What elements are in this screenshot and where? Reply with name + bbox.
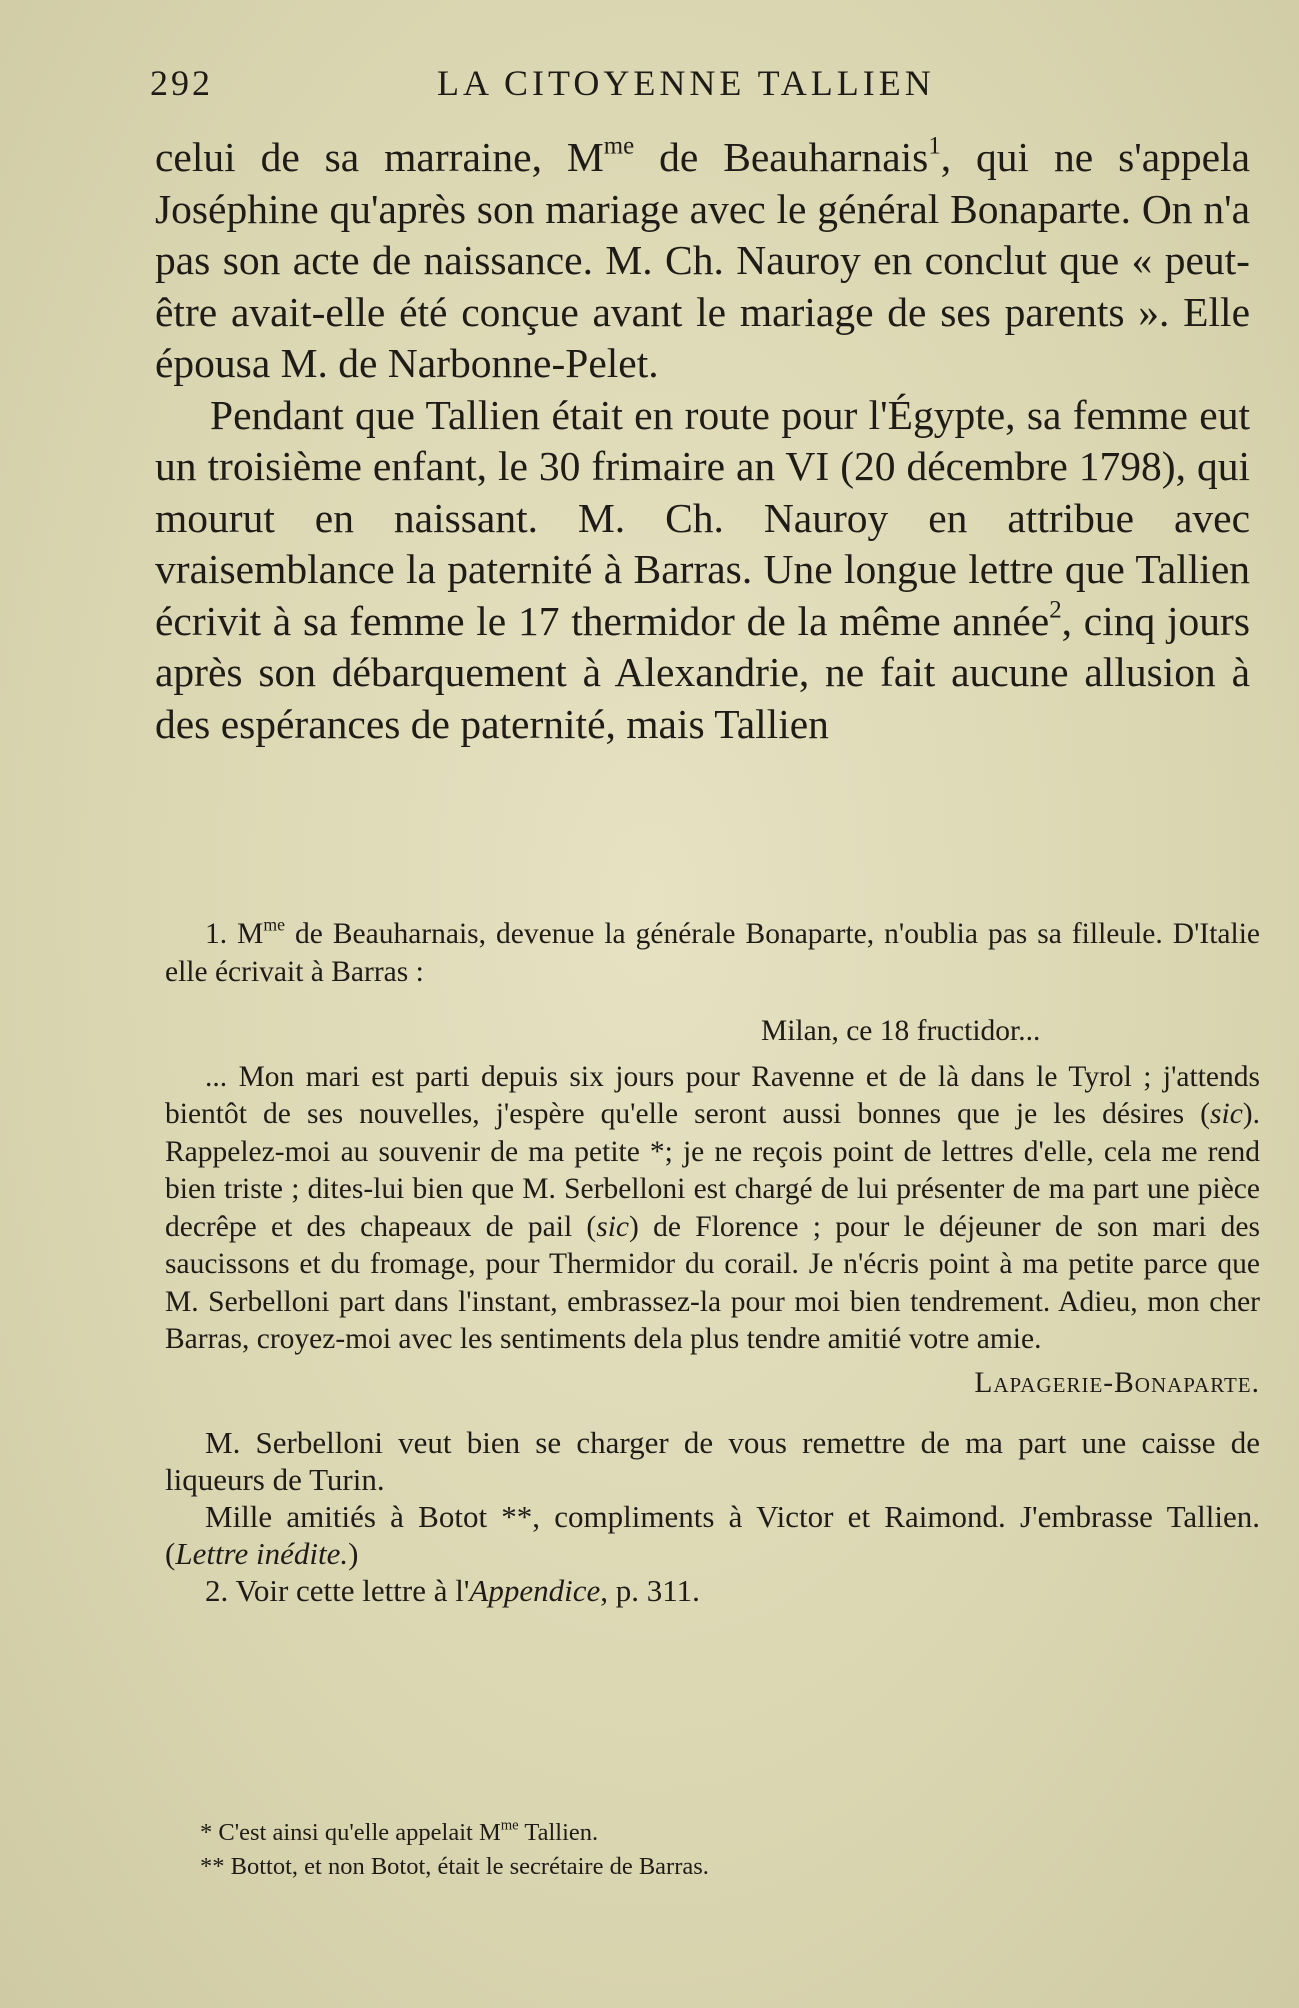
- running-head: [150, 62, 1250, 110]
- running-title: LA CITOYENNE TALLIEN: [437, 63, 935, 103]
- paragraph-1: [155, 132, 1250, 390]
- text-run: de Beauharnais: [634, 134, 929, 180]
- text-run: de Beauharnais, devenue la générale Bonaparte, n'oublia pas sa filleule. D'Italie elle écrivait à Barras :: [165, 918, 1261, 988]
- text-run: ): [348, 1536, 359, 1571]
- text-run: Tallien.: [518, 1819, 599, 1846]
- text-run: , cinq jours après son débarquement à Alexandrie, ne fait aucune allusion à des espérances de paternité, mais Tallien: [155, 597, 1251, 747]
- asterisk-notes: [200, 1816, 1250, 1884]
- text-run: ... Mon mari est parti depuis six jours pour Ravenne et de là dans le Tyrol ; j'attends bientôt de ses nouvelles, j'espère qu'elle seront aussi bonnes que je les désires (: [165, 1060, 1260, 1130]
- superscript: me: [500, 1817, 519, 1834]
- superscript: me: [603, 132, 635, 160]
- footnotes: [165, 916, 1260, 1609]
- postscript-line-2: [165, 1498, 1260, 1572]
- text-run: * C'est ainsi qu'elle appelait M: [200, 1819, 501, 1846]
- footnote-ref-2: 2: [1049, 596, 1062, 624]
- text-run: , qui ne s'appela Joséphine qu'après son mariage avec le général Bonaparte. On n'a pas son acte de naissance. M. Ch. Nauroy en conclut que « peut-être avait-elle été conçue avant le mariage de ses parents ». Elle épousa M. de Narbonne-Pelet.: [155, 134, 1250, 386]
- text-run: ). Rappelez-moi au souvenir de ma petite *; je ne reçois point de lettres d'elle, cela me rend bien triste ; dites-lui bien que M. Serbelloni est chargé de lui présenter de ma part une pièce decrêpe et des chapeaux de pail (: [165, 1098, 1260, 1243]
- letter-dateline: Milan, ce 18 fructidor...: [761, 1015, 1041, 1047]
- text-run: celui de sa marraine, M: [155, 134, 604, 180]
- footnote-ref-1: 1: [928, 132, 941, 160]
- asterisk-note-1: [200, 1816, 1250, 1850]
- text-run: ) de Florence ; pour le déjeuner de son mari des saucissons et du fromage, pour Thermidor du corail. Je n'écris point à ma petite parce que M. Serbelloni part dans l'instant, embrassez-la pour moi bien tendrement. Adieu, mon cher Barras, croyez-moi avec les sentiments dela plus tendre amitié votre amie.: [165, 1210, 1260, 1355]
- sic-italic: sic: [1210, 1098, 1243, 1130]
- page-number: 292: [150, 63, 213, 103]
- main-text: [155, 132, 1250, 750]
- text-run: 2. Voir cette lettre à l': [205, 1573, 470, 1608]
- text-run: Mille amitiés à Botot **, compliments à Victor et Raimond. J'embrasse Tallien. (: [165, 1499, 1260, 1571]
- asterisk-note-2: ** Bottot, et non Botot, était le secrétaire de Barras.: [200, 1853, 709, 1880]
- paragraph-2: [155, 390, 1250, 751]
- footnote-2: [165, 1572, 1260, 1609]
- sic-italic: sic: [596, 1210, 630, 1243]
- footnote-1: [165, 916, 1260, 991]
- superscript: me: [263, 914, 285, 935]
- letter-body: [165, 1059, 1260, 1359]
- italic-run: Appendice: [469, 1573, 601, 1608]
- postscript-line-1: M. Serbelloni veut bien se charger de vous remettre de ma part une caisse de liqueurs de Turin.: [165, 1425, 1260, 1497]
- text-run: , p. 311.: [600, 1573, 700, 1608]
- postscript: [165, 1424, 1260, 1609]
- text-run: 1. M: [205, 918, 264, 950]
- text-run: Pendant que Tallien était en route pour l'Égypte, sa femme eut un troisième enfant, le 30 frimaire an VI (20 décembre 1798), qui mourut en naissant. M. Ch. Nauroy en attribue avec vraisemblance la paternité à Barras. Une longue lettre que Tallien écrivit à sa femme le 17 thermidor de la même année: [155, 391, 1250, 644]
- letter-signature: Lapagerie-Bonaparte.: [974, 1366, 1260, 1399]
- italic-run: Lettre inédite.: [175, 1536, 349, 1571]
